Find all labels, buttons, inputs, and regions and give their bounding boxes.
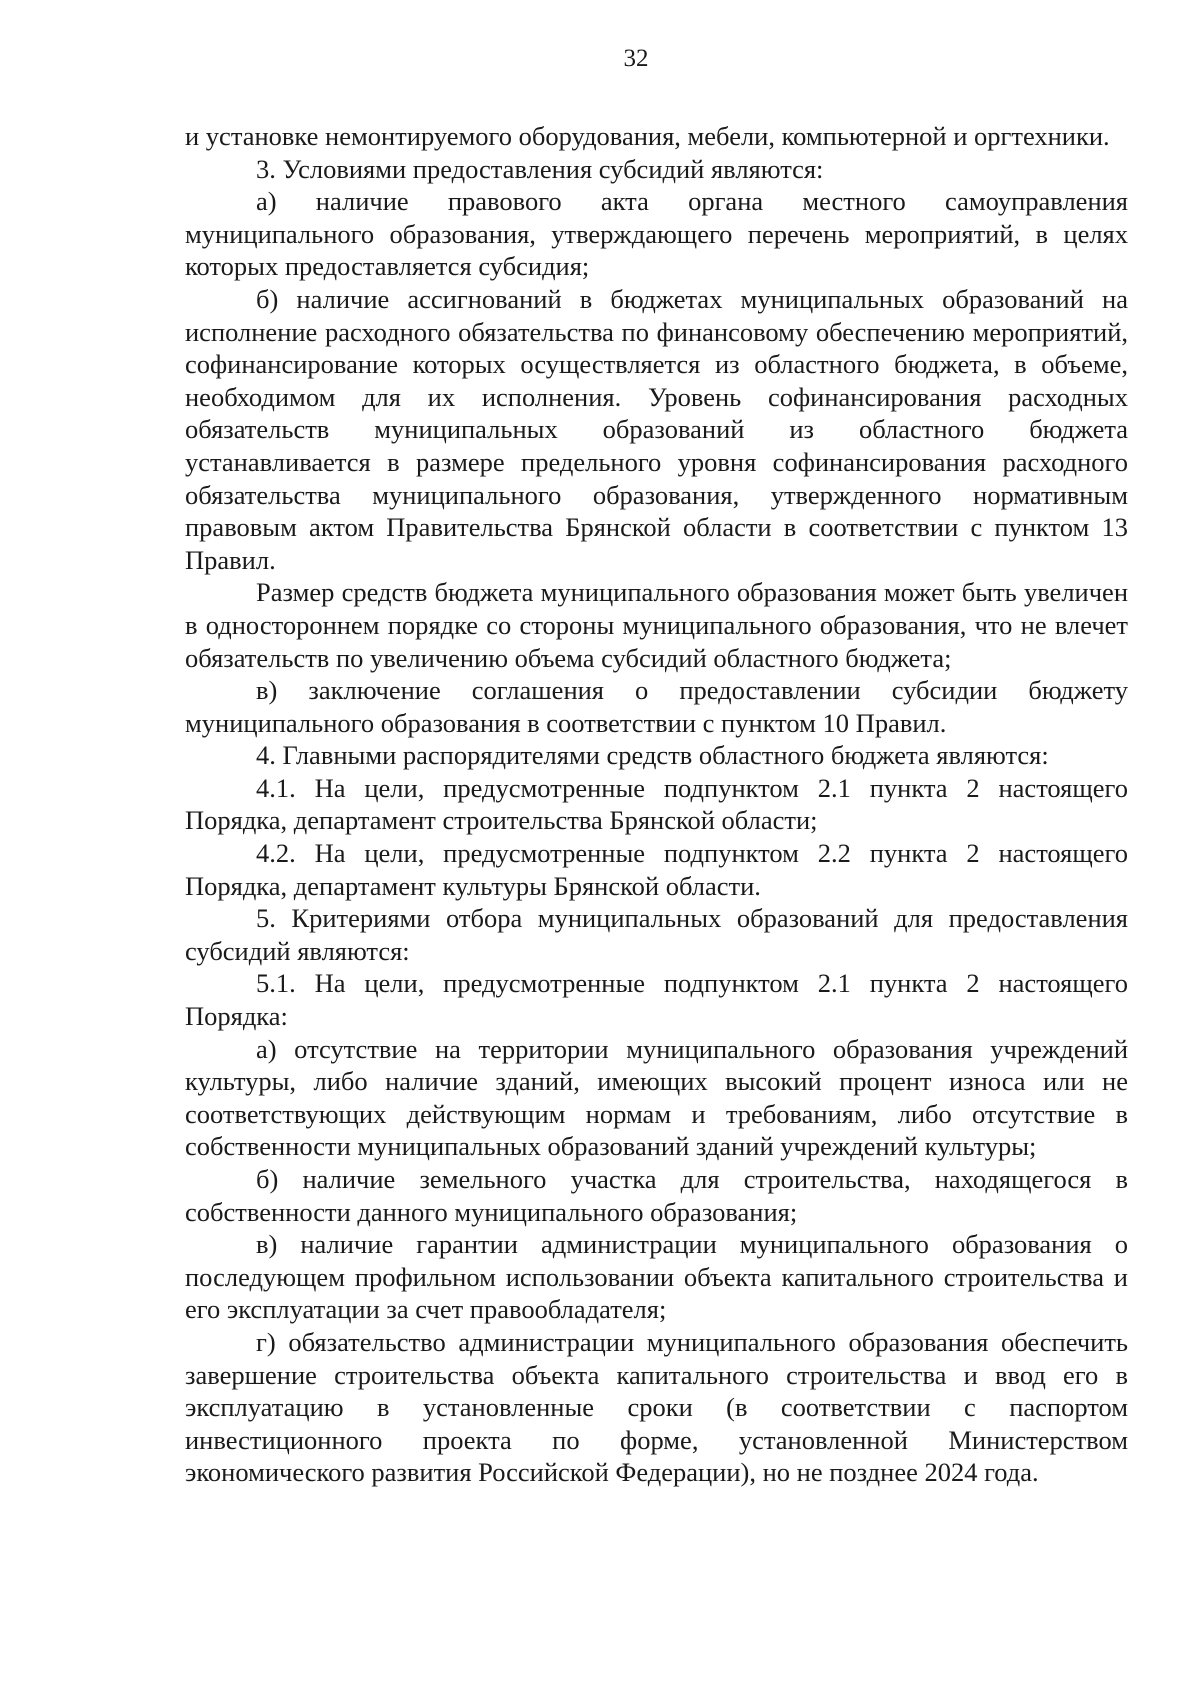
paragraph-clause-5: 5. Критериями отбора муниципальных образований для предоставления субсидий являются:: [185, 903, 1128, 966]
paragraph-clause-4-2: 4.2. На цели, предусмотренные подпунктом 2.2 пункта 2 настоящего Порядка, департамент культуры Брянской области.: [185, 838, 1128, 901]
paragraph-clause-5-1: 5.1. На цели, предусмотренные подпунктом 2.1 пункта 2 настоящего Порядка:: [185, 968, 1128, 1032]
paragraph-clause-3a: а) наличие правового акта органа местного самоуправления муниципального образования, утверждающего перечень мероприятий, в целях которых предоставляется субсидия;: [185, 186, 1128, 282]
paragraph-clause-4: 4. Главными распорядителями средств областного бюджета являются:: [256, 740, 1049, 771]
paragraph-clause-3b: б) наличие ассигнований в бюджетах муниципальных образований на исполнение расходного обязательства по финансовому обеспечению мероприятий, софинансирование которых осуществляется из областного бюджета, в объеме, необходимом для их исполнения. Уровень софинансирования расходных обязательств муниципальных образований из областного бюджета устанавливается в размере предельного уровня софинансирования расходного обязательства муниципального образования, утвержденного нормативным правовым актом Правительства Брянской области в соответствии с пунктом 13 Правил.: [185, 283, 1128, 575]
paragraph-clause-5-1g: г) обязательство администрации муниципального образования обеспечить завершение строительства объекта капитального строительства и ввод его в эксплуатацию в установленные сроки (в соответствии с паспортом инвестиционного проекта по форме, установленной Министерством экономического развития Российской Федерации), но не позднее 2024 года.: [185, 1326, 1128, 1488]
paragraph-continuation: и установке немонтируемого оборудования, мебели, компьютерной и оргтехники.: [185, 121, 1110, 151]
paragraph-budget-size: Размер средств бюджета муниципального образования может быть увеличен в одностороннем порядке со стороны муниципального образования, что не влечет обязательств по увеличению объема субсидий областного бюджета;: [185, 577, 1128, 673]
paragraph-clause-5-1a: а) отсутствие на территории муниципального образования учреждений культуры, либо наличие зданий, имеющих высокий процент износа или не соответствующих действующим нормам и требованиям, либо отсутствие в собственности муниципальных образований зданий учреждений культуры;: [185, 1033, 1128, 1162]
paragraph-clause-5-1v: в) наличие гарантии администрации муниципального образования о последующем профильном использовании объекта капитального строительства и его эксплуатации за счет правообладателя;: [185, 1229, 1128, 1325]
document-body: [185, 120, 1128, 1489]
paragraph-clause-3: 3. Условиями предоставления субсидий являются:: [256, 153, 824, 184]
paragraph-clause-4-1: 4.1. На цели, предусмотренные подпунктом 2.1 пункта 2 настоящего Порядка, департамент строительства Брянской области;: [185, 772, 1128, 836]
paragraph-clause-3v: в) заключение соглашения о предоставлении субсидии бюджету муниципального образования в соответствии с пунктом 10 Правил.: [185, 675, 1128, 738]
page-number: 32: [623, 45, 649, 72]
paragraph-clause-5-1b: б) наличие земельного участка для строительства, находящегося в собственности данного муниципального образования;: [185, 1164, 1128, 1227]
